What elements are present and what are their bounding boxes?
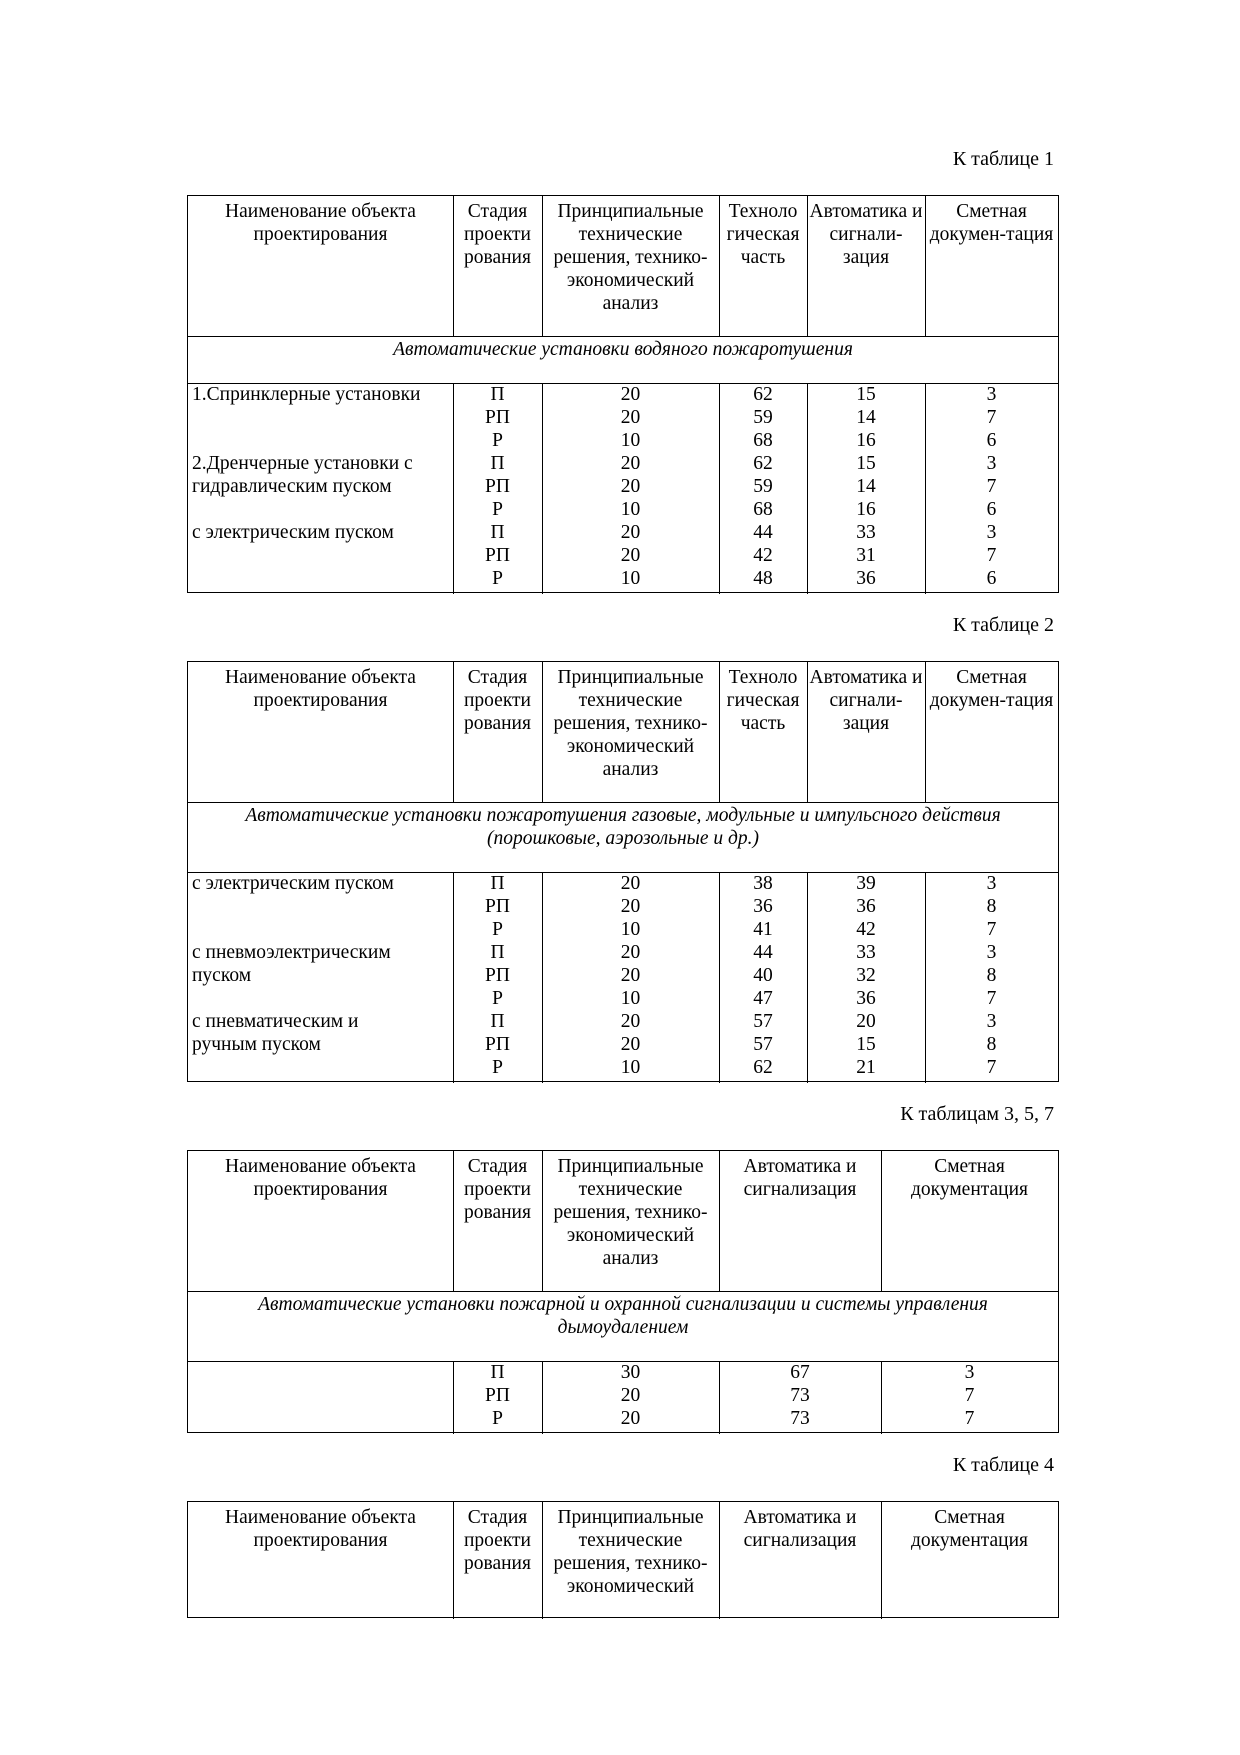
header-estimate: Сметная докумен-тация	[929, 201, 1054, 245]
value-cell: 57	[753, 1011, 773, 1032]
header-object-name: Наименование объекта проектирования	[225, 201, 416, 245]
stage-cell: Р	[492, 430, 503, 451]
header-principal-solutions: Принципиальные технические решения, технико-экономический анализ	[553, 1156, 708, 1269]
stage-column	[453, 1361, 542, 1430]
value-cell: 20	[620, 453, 641, 474]
object-name	[192, 895, 453, 918]
divider	[542, 1151, 543, 1291]
stage-cell: Р	[492, 1057, 503, 1078]
value-cell: 3	[986, 942, 997, 963]
value-cell: 20	[620, 1385, 641, 1406]
value-cell: 36	[856, 568, 876, 589]
value-cell: 20	[856, 1011, 876, 1032]
value-cell: 44	[753, 522, 773, 543]
value-cell: 31	[856, 545, 876, 566]
value-cell: 36	[856, 988, 876, 1009]
section-title: Автоматические установки водяного пожаротушения	[393, 339, 853, 360]
value-cell: 32	[856, 965, 876, 986]
header-object-name: Наименование объекта проектирования	[225, 667, 416, 711]
divider	[188, 336, 1058, 337]
divider	[453, 662, 454, 802]
divider	[453, 1502, 454, 1619]
header-stage: Стадия проекти рования	[463, 201, 531, 268]
stage-cell: Р	[492, 499, 503, 520]
divider	[807, 662, 808, 802]
object-name: с электрическим пуском	[192, 873, 394, 894]
value-cell: 62	[753, 1057, 773, 1078]
estimate-column	[925, 872, 1058, 1079]
value-cell: 20	[620, 476, 641, 497]
value-cell: 20	[620, 873, 641, 894]
object-name: 1.Спринклерные установки	[192, 384, 421, 405]
header-automation: Автоматика и сигнали-зация	[809, 667, 923, 734]
value-cell: 10	[620, 1057, 641, 1078]
stage-column	[453, 872, 542, 1079]
value-cell: 41	[753, 919, 773, 940]
principal-column	[542, 872, 719, 1079]
value-cell: 3	[986, 1011, 997, 1032]
object-name	[192, 1384, 453, 1407]
value-cell: 16	[856, 499, 876, 520]
value-cell: 48	[753, 568, 773, 589]
estimate-column	[925, 383, 1058, 590]
value-cell: 7	[964, 1408, 975, 1429]
table-4	[187, 1501, 1059, 1618]
divider	[453, 196, 454, 336]
value-cell: 8	[986, 896, 997, 917]
value-cell: 33	[856, 522, 876, 543]
table-4-caption: К таблице 4	[952, 1454, 1054, 1476]
object-name	[192, 567, 453, 590]
header-estimate: Сметная документация	[910, 1507, 1029, 1551]
value-cell: 3	[964, 1362, 975, 1383]
object-name: ручным пуском	[192, 1034, 321, 1055]
object-name-column	[188, 383, 453, 590]
estimate-column	[881, 1361, 1058, 1430]
value-cell: 40	[753, 965, 773, 986]
object-name: с пневмоэлектрическим	[192, 942, 391, 963]
value-cell: 7	[986, 476, 997, 497]
divider	[925, 196, 926, 336]
stage-cell: РП	[485, 1034, 510, 1055]
stage-cell: Р	[492, 568, 503, 589]
object-name	[192, 1407, 453, 1430]
stage-cell: РП	[485, 1385, 510, 1406]
table-2-caption: К таблице 2	[952, 614, 1054, 636]
divider	[542, 662, 543, 802]
value-cell: 20	[620, 942, 641, 963]
object-name	[192, 987, 453, 1010]
header-technological-part: Техноло гическая часть	[726, 201, 800, 268]
value-cell: 39	[856, 873, 876, 894]
object-name	[192, 498, 453, 521]
value-cell: 42	[856, 919, 876, 940]
stage-cell: П	[490, 873, 505, 894]
header-stage: Стадия проекти рования	[463, 1156, 531, 1223]
divider	[542, 196, 543, 336]
value-cell: 3	[986, 522, 997, 543]
value-cell: 8	[986, 1034, 997, 1055]
value-cell: 10	[620, 988, 641, 1009]
object-name: пуском	[192, 965, 252, 986]
value-cell: 33	[856, 942, 876, 963]
value-cell: 36	[753, 896, 773, 917]
value-cell: 20	[620, 1034, 641, 1055]
stage-cell: П	[490, 942, 505, 963]
stage-cell: Р	[492, 1408, 503, 1429]
value-cell: 20	[620, 545, 641, 566]
technological-column	[719, 872, 807, 1079]
value-cell: 57	[753, 1034, 773, 1055]
stage-cell: Р	[492, 988, 503, 1009]
value-cell: 38	[753, 873, 773, 894]
divider	[188, 1291, 1058, 1292]
value-cell: 10	[620, 499, 641, 520]
value-cell: 7	[986, 407, 997, 428]
value-cell: 3	[986, 453, 997, 474]
value-cell: 20	[620, 522, 641, 543]
value-cell: 20	[620, 1011, 641, 1032]
value-cell: 20	[620, 965, 641, 986]
stage-cell: П	[490, 1362, 505, 1383]
value-cell: 59	[753, 407, 773, 428]
value-cell: 6	[986, 499, 997, 520]
table-3	[187, 1150, 1059, 1433]
value-cell: 68	[753, 430, 773, 451]
header-principal-solutions: Принципиальные технические решения, технико-экономический	[553, 1507, 708, 1597]
divider	[719, 1151, 720, 1291]
divider	[453, 1151, 454, 1291]
divider	[719, 662, 720, 802]
automation-column	[807, 872, 925, 1079]
header-estimate: Сметная документация	[910, 1156, 1029, 1200]
divider	[881, 1151, 882, 1291]
header-stage: Стадия проекти рования	[463, 667, 531, 734]
value-cell: 20	[620, 407, 641, 428]
value-cell: 67	[790, 1362, 810, 1383]
value-cell: 14	[856, 476, 876, 497]
object-name	[192, 1056, 453, 1079]
value-cell: 62	[753, 384, 773, 405]
stage-cell: РП	[485, 545, 510, 566]
value-cell: 36	[856, 896, 876, 917]
object-name	[192, 1361, 453, 1384]
value-cell: 20	[620, 384, 641, 405]
stage-cell: П	[490, 384, 505, 405]
value-cell: 7	[986, 545, 997, 566]
value-cell: 42	[753, 545, 773, 566]
value-cell: 62	[753, 453, 773, 474]
stage-cell: Р	[492, 919, 503, 940]
value-cell: 6	[986, 430, 997, 451]
value-cell: 15	[856, 1034, 876, 1055]
value-cell: 10	[620, 568, 641, 589]
value-cell: 3	[986, 873, 997, 894]
table-1	[187, 195, 1059, 593]
table-2	[187, 661, 1059, 1082]
object-name	[192, 918, 453, 941]
header-technological-part: Техноло гическая часть	[726, 667, 800, 734]
value-cell: 10	[620, 919, 641, 940]
object-name: 2.Дренчерные установки с	[192, 453, 413, 474]
value-cell: 6	[986, 568, 997, 589]
divider	[881, 1502, 882, 1619]
object-name: гидравлическим пуском	[192, 476, 392, 497]
header-principal-solutions: Принципиальные технические решения, технико-экономический анализ	[553, 201, 708, 314]
object-name-column	[188, 1361, 453, 1430]
object-name	[192, 544, 453, 567]
value-cell: 68	[753, 499, 773, 520]
stage-column	[453, 383, 542, 590]
stage-cell: П	[490, 522, 505, 543]
stage-cell: РП	[485, 896, 510, 917]
value-cell: 47	[753, 988, 773, 1009]
object-name	[192, 406, 453, 429]
divider	[719, 1502, 720, 1619]
table-1-caption: К таблице 1	[952, 148, 1054, 170]
value-cell: 14	[856, 407, 876, 428]
object-name	[192, 429, 453, 452]
table-3-caption: К таблицам 3, 5, 7	[900, 1103, 1054, 1125]
header-automation: Автоматика и сигнали-зация	[809, 201, 923, 268]
header-object-name: Наименование объекта проектирования	[225, 1156, 416, 1200]
header-stage: Стадия проекти рования	[463, 1507, 531, 1574]
automation-column	[719, 1361, 881, 1430]
divider	[719, 196, 720, 336]
header-principal-solutions: Принципиальные технические решения, технико-экономический анализ	[553, 667, 708, 780]
object-name: с пневматическим и	[192, 1011, 359, 1032]
header-automation: Автоматика и сигнализация	[743, 1156, 857, 1200]
value-cell: 73	[790, 1408, 810, 1429]
stage-cell: РП	[485, 965, 510, 986]
divider	[925, 662, 926, 802]
value-cell: 8	[986, 965, 997, 986]
principal-column	[542, 383, 719, 590]
value-cell: 15	[856, 453, 876, 474]
value-cell: 20	[620, 1408, 641, 1429]
section-title: Автоматические установки пожарной и охранной сигнализации и системы управления дымоудалением	[258, 1294, 988, 1338]
value-cell: 7	[986, 919, 997, 940]
value-cell: 15	[856, 384, 876, 405]
divider	[188, 802, 1058, 803]
value-cell: 59	[753, 476, 773, 497]
section-title: Автоматические установки пожаротушения газовые, модульные и импульсного действия (порошковые, аэрозольные и др.)	[245, 805, 1001, 849]
value-cell: 7	[986, 1057, 997, 1078]
stage-cell: П	[490, 1011, 505, 1032]
automation-column	[807, 383, 925, 590]
value-cell: 16	[856, 430, 876, 451]
technological-column	[719, 383, 807, 590]
object-name-column	[188, 872, 453, 1079]
value-cell: 44	[753, 942, 773, 963]
stage-cell: РП	[485, 407, 510, 428]
value-cell: 3	[986, 384, 997, 405]
stage-cell: П	[490, 453, 505, 474]
stage-cell: РП	[485, 476, 510, 497]
divider	[807, 196, 808, 336]
value-cell: 73	[790, 1385, 810, 1406]
divider	[542, 1502, 543, 1619]
value-cell: 21	[856, 1057, 876, 1078]
value-cell: 10	[620, 430, 641, 451]
value-cell: 7	[986, 988, 997, 1009]
value-cell: 30	[620, 1362, 641, 1383]
value-cell: 20	[620, 896, 641, 917]
value-cell: 7	[964, 1385, 975, 1406]
header-estimate: Сметная докумен-тация	[929, 667, 1054, 711]
header-automation: Автоматика и сигнализация	[743, 1507, 857, 1551]
header-object-name: Наименование объекта проектирования	[225, 1507, 416, 1551]
object-name: с электрическим пуском	[192, 522, 394, 543]
principal-column	[542, 1361, 719, 1430]
